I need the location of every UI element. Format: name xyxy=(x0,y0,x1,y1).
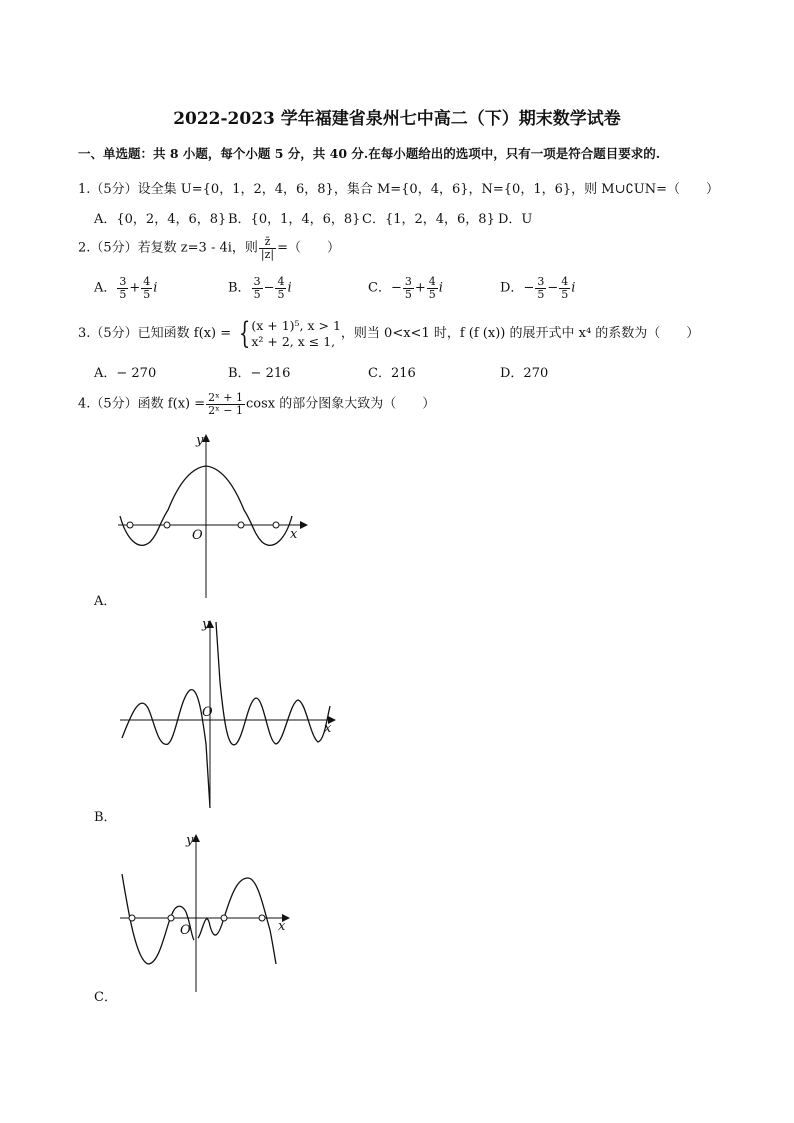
q2-d-i: i xyxy=(571,280,576,296)
q2-d-d2: 5 xyxy=(561,287,569,301)
q4-frac-num: 2ˣ + 1 xyxy=(208,391,243,404)
q2-b-n2: 4 xyxy=(277,275,285,288)
graph-b-y-label: y xyxy=(202,617,210,632)
q4-suffix: cosx 的部分图象大致为（ ） xyxy=(246,396,436,412)
graph-a-zero xyxy=(273,522,279,528)
graph-c xyxy=(114,830,296,998)
q2-d-n1: 3 xyxy=(537,275,545,288)
question-2 xyxy=(78,236,340,260)
q3-suffix: ，则当 0<x<1 时，f (f (x)) 的展开式中 x⁴ 的系数为（ ） xyxy=(340,326,700,341)
q2-d-sign1: − xyxy=(523,280,535,296)
graph-a-y-label: y xyxy=(196,433,204,448)
q2-b-label: B． xyxy=(228,280,251,296)
q2-c-sign1: − xyxy=(390,280,402,296)
graph-b-curve-left xyxy=(122,690,210,808)
q2-a-n1: 3 xyxy=(119,275,127,288)
q2-a-frac2 xyxy=(141,276,152,300)
graph-b-label[interactable]: B． xyxy=(94,810,117,825)
q1-option-b[interactable]: B．{0，1，4，6，8} xyxy=(228,212,361,227)
graph-c-label[interactable]: C． xyxy=(94,990,117,1005)
graph-c-origin-label: O xyxy=(180,923,191,938)
q2-a-d1: 5 xyxy=(119,287,127,301)
graph-b-origin-label: O xyxy=(202,705,213,720)
q2-b-d2: 5 xyxy=(277,287,285,301)
q2-frac-den: |z| xyxy=(260,247,275,261)
graph-a-label[interactable]: A． xyxy=(94,594,117,609)
q2-c-d2: 5 xyxy=(428,287,436,301)
q2-c-n2: 4 xyxy=(428,275,436,288)
graph-a-zero xyxy=(238,522,244,528)
q2-c-sign2: + xyxy=(414,280,426,296)
q2-d-sign2: − xyxy=(547,280,559,296)
q2-frac-num: z̄ xyxy=(259,236,276,249)
q2-d-frac2 xyxy=(559,276,570,300)
q3-case2: x² + 2, x ≤ 1, xyxy=(251,333,336,349)
q2-option-d[interactable] xyxy=(500,276,575,300)
q3-option-a[interactable]: A．− 270 xyxy=(94,366,157,381)
q3-case1: (x + 1)⁵, x > 1 xyxy=(251,317,341,333)
q2-a-n2: 4 xyxy=(143,275,151,288)
q2-c-label: C． xyxy=(368,280,391,296)
graph-c-zero xyxy=(221,915,227,921)
q2-prefix: 2.（5分）若复数 z=3 - 4i，则 xyxy=(78,240,258,256)
q2-c-frac2 xyxy=(427,276,438,300)
q3-brace: { xyxy=(239,316,251,351)
q2-c-i: i xyxy=(438,280,443,296)
q2-d-frac1 xyxy=(535,276,546,300)
q2-b-frac2 xyxy=(275,276,286,300)
q2-suffix: =（ ） xyxy=(277,240,341,256)
graph-b-curve-right xyxy=(216,622,330,745)
q2-d-n2: 4 xyxy=(561,275,569,288)
q3-option-c[interactable]: C．216 xyxy=(368,366,416,381)
q2-option-c[interactable] xyxy=(368,276,443,300)
q2-c-d1: 5 xyxy=(404,287,412,301)
q4-prefix: 4.（5分）函数 f(x) = xyxy=(78,396,206,412)
q2-a-label: A． xyxy=(94,280,117,296)
q2-option-b[interactable] xyxy=(228,276,292,300)
q1-option-d[interactable]: D．U xyxy=(498,212,533,227)
q2-c-n1: 3 xyxy=(404,275,412,288)
q2-c-frac1 xyxy=(403,276,414,300)
graph-a-origin-label: O xyxy=(192,528,203,543)
graph-c-zero xyxy=(129,915,135,921)
q2-a-sign2: + xyxy=(129,280,141,296)
q4-frac-den: 2ˣ − 1 xyxy=(208,403,243,417)
q2-b-n1: 3 xyxy=(253,275,261,288)
q1-option-a[interactable]: A．{0，2，4，6，8} xyxy=(94,212,227,227)
graph-a-x-arrow xyxy=(300,521,308,529)
q2-b-frac1 xyxy=(252,276,263,300)
q3-option-b[interactable]: B．− 216 xyxy=(228,366,291,381)
graph-a xyxy=(110,430,310,606)
q2-a-d2: 5 xyxy=(143,287,151,301)
question-4 xyxy=(78,392,435,416)
question-1: 1.（5分）设全集 U={0，1，2，4，6，8}，集合 M={0，4，6}，N={0，1，6}，则 M∪∁UN=（ ） xyxy=(78,182,719,197)
q2-a-i: i xyxy=(153,280,158,296)
q3-option-d[interactable]: D．270 xyxy=(500,366,549,381)
graph-c-zero xyxy=(168,915,174,921)
q2-b-d1: 5 xyxy=(253,287,261,301)
graph-a-x-label: x xyxy=(290,527,298,542)
q2-d-label: D． xyxy=(500,280,524,296)
graph-b-x-label: x xyxy=(324,721,332,736)
q3-piecewise xyxy=(251,318,341,349)
q2-option-a[interactable] xyxy=(94,276,157,300)
question-3 xyxy=(78,316,699,351)
graph-c-curve-right xyxy=(198,878,276,964)
q2-d-d1: 5 xyxy=(537,287,545,301)
q2-b-sign2: − xyxy=(263,280,275,296)
page-title: 2022-2023 学年福建省泉州七中高二（下）期末数学试卷 xyxy=(173,109,621,129)
graph-a-zero xyxy=(164,522,170,528)
section-heading: 一、单选题：共 8 小题，每个小题 5 分，共 40 分.在每小题给出的选项中，只有一项是符合题目要求的. xyxy=(78,146,661,161)
graph-b xyxy=(114,614,340,812)
q2-b-i: i xyxy=(287,280,292,296)
q1-option-c[interactable]: C．{1，2，4，6，8} xyxy=(362,212,495,227)
graph-c-y-label: y xyxy=(186,833,194,848)
q4-fraction xyxy=(206,392,245,416)
graph-c-zero xyxy=(259,915,265,921)
q2-fraction xyxy=(259,236,276,260)
graph-a-zero xyxy=(127,522,133,528)
q2-a-frac1 xyxy=(117,276,128,300)
graph-c-x-label: x xyxy=(278,919,286,934)
q3-prefix: 3.（5分）已知函数 f(x) = xyxy=(78,326,232,341)
